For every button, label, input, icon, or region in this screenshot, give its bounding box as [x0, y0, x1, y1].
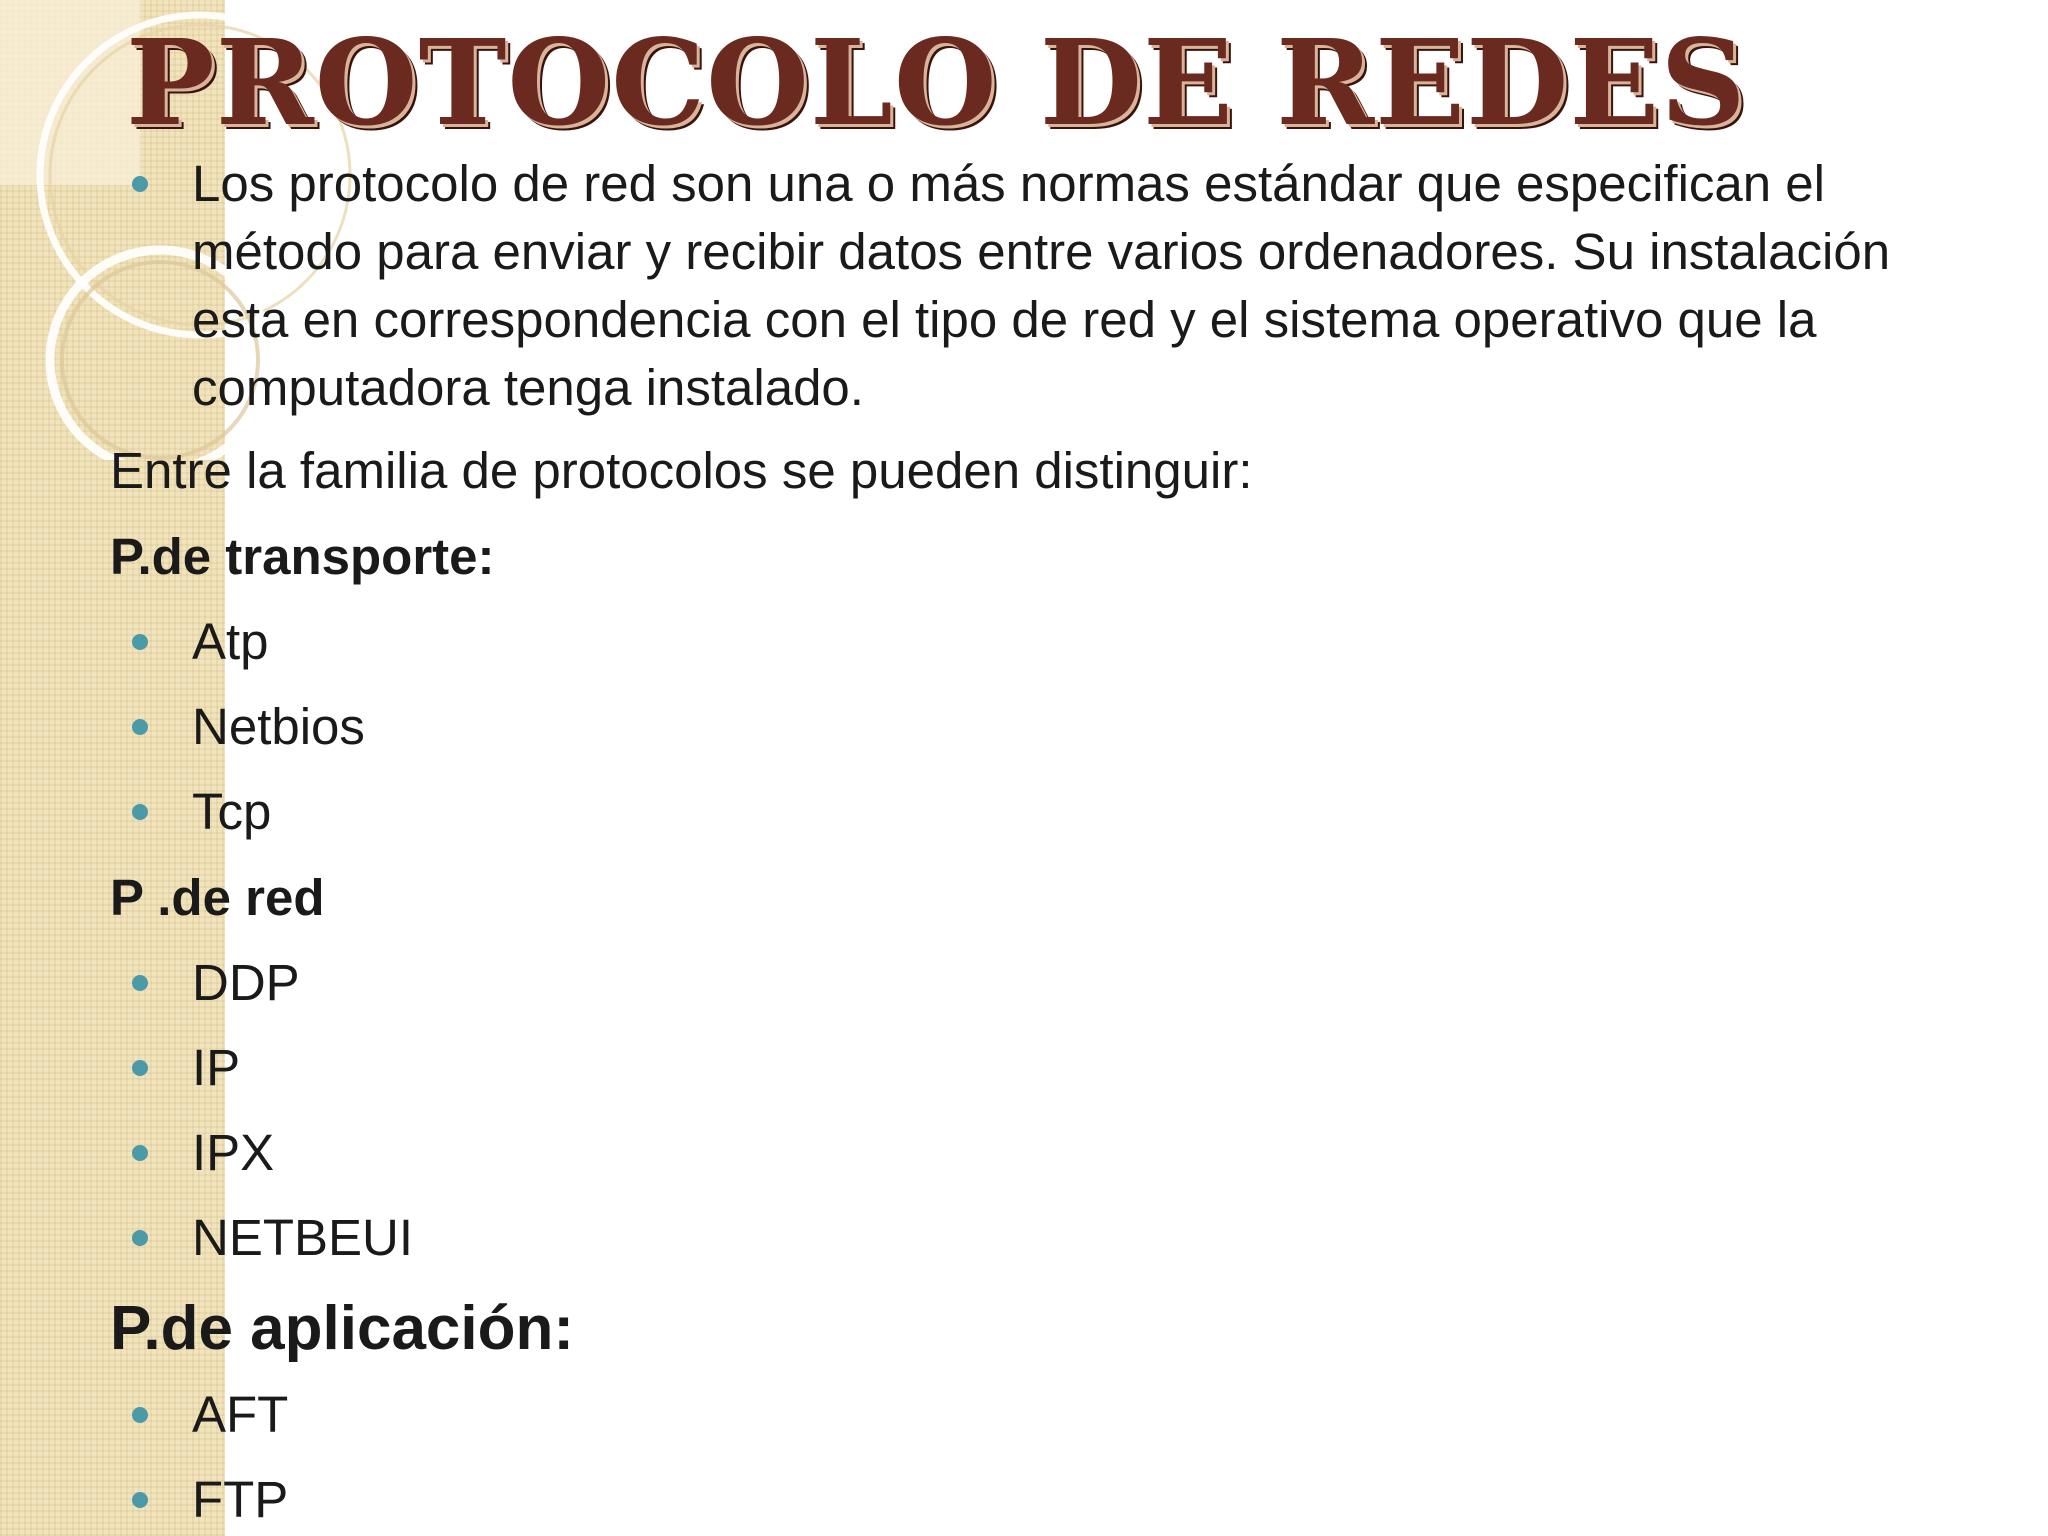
intro-bullet	[110, 150, 1970, 422]
section-heading-transport: P.de transporte:	[110, 528, 495, 585]
list-item-label: FTP	[192, 1471, 289, 1528]
list-item-label: IP	[192, 1039, 241, 1096]
list-item-label: NETBEUI	[192, 1209, 414, 1266]
bullet-dot-icon	[132, 1407, 148, 1423]
list-item	[110, 1204, 1970, 1272]
section-heading-application: P.de aplicación:	[110, 1294, 575, 1363]
list-item-label: IPX	[192, 1124, 275, 1181]
list-item	[110, 1466, 1970, 1534]
bullet-dot-icon	[132, 804, 148, 820]
bullet-dot-icon	[132, 1060, 148, 1076]
list-item	[110, 778, 1970, 846]
list-item	[110, 608, 1970, 676]
section-heading-network: P .de red	[110, 869, 325, 926]
bullet-dot-icon	[132, 176, 148, 192]
list-item	[110, 1119, 1970, 1187]
bullet-dot-icon	[132, 719, 148, 735]
slide-title: PROTOCOLO DE REDES	[126, 13, 1747, 152]
list-item	[110, 693, 1970, 761]
bullet-dot-icon	[132, 1492, 148, 1508]
list-item-label: Tcp	[192, 783, 272, 840]
list-item-label: Netbios	[192, 698, 365, 755]
bullet-dot-icon	[132, 1145, 148, 1161]
slide-content	[110, 150, 1970, 1536]
family-line: Entre la familia de protocolos se pueden distinguir:	[110, 442, 1253, 499]
list-item	[110, 949, 1970, 1017]
list-item-label: Atp	[192, 613, 269, 670]
list-item	[110, 1381, 1970, 1449]
list-item	[110, 1034, 1970, 1102]
bullet-dot-icon	[132, 634, 148, 650]
bullet-dot-icon	[132, 1230, 148, 1246]
intro-paragraph: Los protocolo de red son una o más normas estándar que especifican el método para enviar y recibir datos entre varios ordenadores. Su instalación esta en correspondencia con el tipo de red y el sistema operativo que la computadora tenga instalado.	[192, 155, 1891, 416]
bullet-dot-icon	[132, 975, 148, 991]
list-item-label: AFT	[192, 1386, 289, 1443]
list-item-label: DDP	[192, 954, 300, 1011]
